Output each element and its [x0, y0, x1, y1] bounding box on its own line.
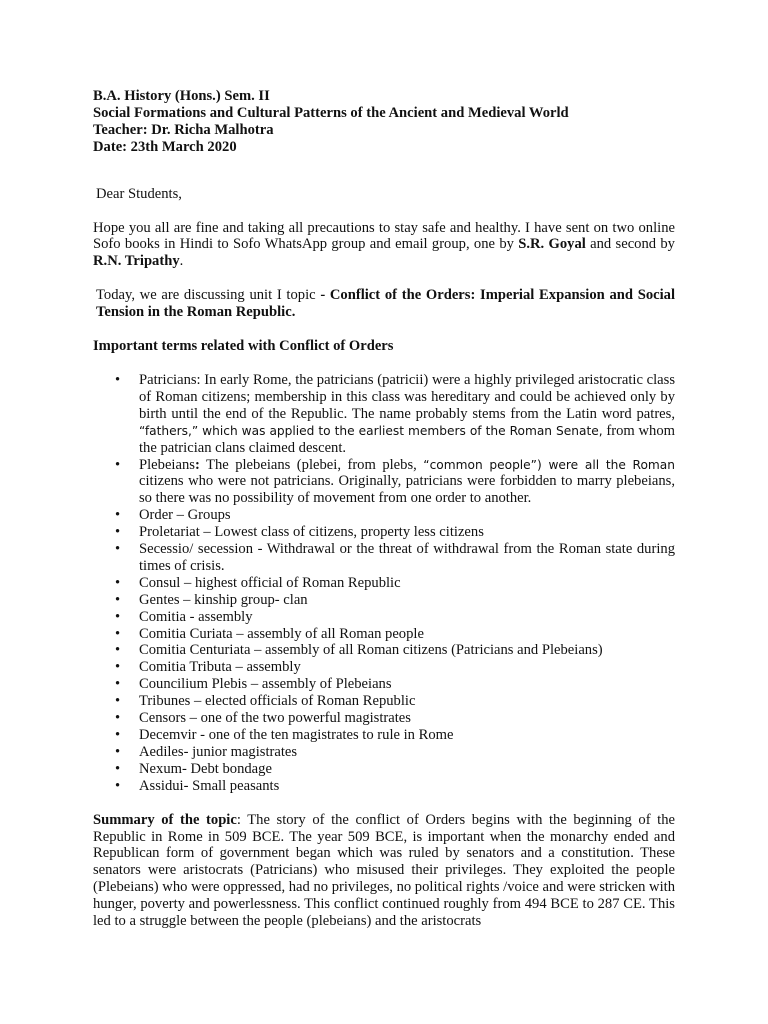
plebeians-text-c: citizens who were not patricians. Originally, patricians were forbidden to marry plebeians, so there was no possibility of movement from one order to another. [139, 473, 675, 507]
intro-paragraph [93, 220, 675, 271]
patricians-text-a: Patricians: In early Rome, the patricians (patricii) were a highly privileged aristocratic class of Roman citizens; membership in this class was hereditary and could be achieved only by birth until the end of the Republic. The name probably stems from the Latin word patres, [139, 371, 675, 422]
term-patricians [139, 372, 675, 457]
paper-title: Social Formations and Cultural Patterns of the Ancient and Medieval World [93, 104, 569, 121]
summary-label: Summary of the topic [93, 811, 237, 828]
term-comitia: • Comitia - assembly [139, 609, 675, 626]
teacher-line: Teacher: Dr. Richa Malhotra [93, 121, 274, 138]
patricians-text-c: from whom the patrician clans claimed descent. [139, 422, 675, 456]
date-line: Date: 23th March 2020 [93, 138, 237, 155]
term-plebeians [139, 457, 675, 508]
terms-heading: Important terms related with Conflict of Orders [93, 338, 394, 355]
term-decemvir: • Decemvir - one of the ten magistrates to rule in Rome [139, 727, 675, 744]
intro-text-3: . [179, 253, 184, 270]
term-councilium-plebis: • Councilium Plebis – assembly of Plebeians [139, 676, 675, 693]
term-gentes: • Gentes – kinship group- clan [139, 592, 675, 609]
term-aediles: • Aediles- junior magistrates [139, 744, 675, 761]
course-line: B.A. History (Hons.) Sem. II [93, 88, 270, 104]
term-assidui: • Assidui- Small peasants [139, 778, 675, 795]
term-order: • Order – Groups [139, 507, 675, 524]
plebeians-text-b: “common people”) were all the Roman [423, 457, 675, 472]
document-header [93, 88, 675, 156]
topic-title: - Conflict of the Orders: Imperial Expansion and Social Tension in the Roman Republic. [96, 287, 675, 321]
terms-list [93, 372, 675, 795]
summary-paragraph [93, 812, 675, 930]
term-censors: • Censors – one of the two powerful magistrates [139, 710, 675, 727]
term-comitia-centuriata: • Comitia Centuriata – assembly of all Roman citizens (Patricians and Plebeians) [139, 642, 675, 659]
topic-lead: Today, we are discussing unit I topic [96, 287, 321, 304]
plebeians-text-a: The plebeians (plebei, from plebs, [199, 456, 424, 473]
term-tribunes: • Tribunes – elected officials of Roman Republic [139, 693, 675, 710]
patricians-text-b: “fathers,” which was applied to the earliest members of the Roman Senate, [139, 423, 603, 438]
plebeians-colon: : [194, 456, 200, 473]
term-comitia-curiata: • Comitia Curiata – assembly of all Roman people [139, 626, 675, 643]
topic-paragraph [96, 287, 675, 321]
term-consul: • Consul – highest official of Roman Republic [139, 575, 675, 592]
plebeians-name: Plebeians [139, 456, 195, 473]
term-nexum: • Nexum- Debt bondage [139, 761, 675, 778]
summary-text: : The story of the conflict of Orders begins with the beginning of the Republic in Rome in 509 BCE. The year 509 BCE, is important when the monarchy ended and Republican form of government began which was ruled by senators and a constitution. These senators were aristocrats (Patricians) who misused their privileges. They exploited the people (Plebeians) who were oppressed, had no privileges, no political rights /voice and were stricken with hunger, poverty and powerlessness. This conflict continued roughly from 494 BCE to 287 CE. This led to a struggle between the people (plebeians) and the aristocrats [93, 811, 675, 930]
author-tripathy: R.N. Tripathy [93, 253, 180, 270]
term-proletariat: • Proletariat – Lowest class of citizens, property less citizens [139, 524, 675, 541]
intro-text-1: Hope you all are fine and taking all precautions to stay safe and healthy. I have sent on two online Sofo books in Hindi to Sofo WhatsApp group and email group, one by [93, 219, 675, 253]
intro-text-2: and second by [585, 236, 675, 253]
greeting: Dear Students, [96, 185, 182, 202]
author-goyal: S.R. Goyal [518, 236, 586, 253]
term-secession: • Secessio/ secession - Withdrawal or the threat of withdrawal from the Roman state during times of crisis. [139, 541, 675, 575]
term-comitia-tributa: • Comitia Tributa – assembly [139, 659, 675, 676]
